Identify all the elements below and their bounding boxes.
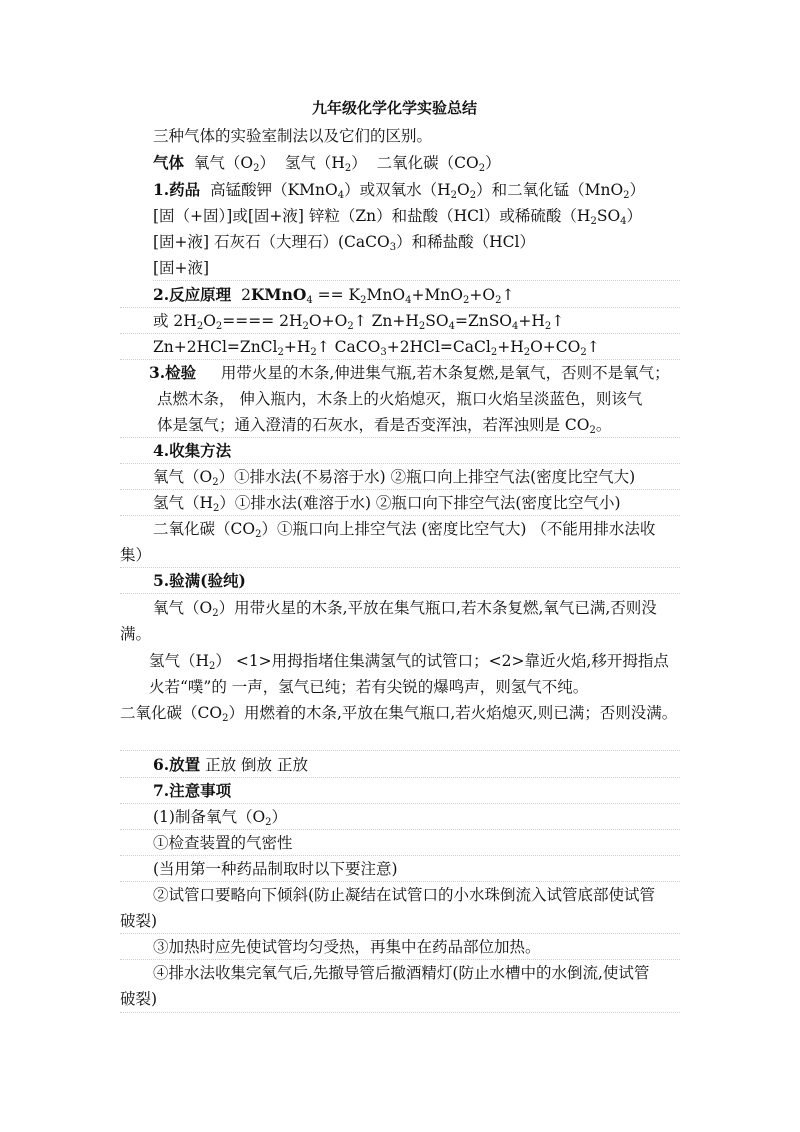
notes-line-7: ④排水法收集完氧气后,先撤导管后撤酒精灯(防止水槽中的水倒流,使试管: [153, 964, 650, 982]
rule-line: [120, 1012, 680, 1013]
notes-line-4: ②试管口要略向下倾斜(防止凝结在试管口的小水珠倒流入试管底部使试管: [153, 886, 656, 904]
notes-line-3: (当用第一种药品制取时以下要注意): [153, 860, 398, 878]
notes-line-6: ③加热时应先使试管均匀受热，再集中在药品部位加热。: [153, 938, 541, 956]
check-line-1: 3.检验 用带火星的木条,伸进集气瓶,若木条复燃,是氧气，否则不是氧气；: [149, 363, 670, 382]
rule-line: [120, 881, 680, 882]
collect-line-1: 氧气$(O_2)①$排水法(不易溶于水) ②瓶口向上排空气法(密度比空气大): [153, 468, 636, 488]
rule-line: [120, 855, 680, 856]
rule-line: [120, 959, 680, 960]
principle-label: 2.反应原理: [153, 285, 232, 304]
collect-line-2: 氢气$(H_2)①$排水法(难溶于水) ②瓶口向下排空气法(密度比空气小): [153, 494, 621, 514]
principle-line-2: 或 $2H_2O_2====$ $2H_2O+O_2↑$ $Zn+H_2SO_4=ZnSO_4+H_2↑$: [153, 312, 565, 332]
rule-line: [120, 489, 680, 490]
full-line-5: 二氧化碳$(CO_2)$用燃着的木条,平放在集气瓶口,若火焰熄灭,则已满；否则没满。: [120, 704, 678, 724]
rule-line: [120, 829, 680, 830]
principle-line-1: 2.反应原理 2KMnO$_4$ == $K_2MnO_4+MnO_2+O_2↑$: [153, 285, 515, 306]
full-label: 5.验满(验纯): [153, 571, 246, 590]
rule-line: [120, 437, 680, 438]
rule-line: [120, 307, 680, 308]
gases-label: 气体: [153, 153, 185, 172]
notes-line-5: 破裂): [120, 912, 158, 930]
check-line-3: 体是氢气；通入澄清的石灰水，看是否变浑浊，若浑浊则是 $CO_2$。: [157, 416, 612, 436]
full-line-1: 氧气$(O_2)$用带火星的木条,平放在集气瓶口,若木条复燃,氧气已满,否则没: [153, 599, 657, 619]
intro-text: 三种气体的实验室制法以及它们的区别。: [153, 127, 433, 145]
notes-label: 7.注意事项: [153, 781, 232, 800]
drugs-line-1: 1.药品 高锰酸钾（KMnO$_4$）或双氧水$(H_2O_2)$和二氧化锰（MnO$_2$）: [153, 180, 646, 201]
check-line-2: 点燃木条， 伸入瓶内，木条上的火焰熄灭，瓶口火焰呈淡蓝色，则该气: [157, 390, 643, 408]
rule-line: [120, 803, 680, 804]
rule-line: [120, 593, 680, 594]
collect-line-4: 集）: [120, 546, 152, 564]
principle-line-3: $Zn+2HCl=ZnCl_2+H_2↑$ $CaCO_3+2HCl=CaCl_2+H_2O+CO_2↑$: [153, 338, 600, 358]
rule-line: [120, 515, 680, 516]
drugs-line-4: [固+液]: [153, 259, 210, 277]
rule-line: [120, 933, 680, 934]
collect-line-3: 二氧化碳$(CO_2)①$瓶口向上排空气法 (密度比空气大) （不能用排水法收: [153, 520, 656, 540]
check-label: 3.检验: [149, 363, 197, 382]
document-title: 九年级化学化学实验总结: [312, 99, 478, 117]
notes-line-1: (1)制备氧气$(O_2)$: [153, 808, 288, 828]
notes-line-2: ①检查装置的气密性: [153, 834, 293, 852]
notes-line-8: 破裂): [120, 990, 158, 1008]
rule-line: [120, 777, 680, 778]
drugs-line-3: [固+液] 石灰石（大理石）(CaCO$_3$）和稀盐酸（HCl）: [153, 233, 535, 253]
drugs-label: 1.药品: [153, 180, 201, 199]
rule-line: [120, 750, 680, 751]
rule-line: [120, 567, 680, 568]
full-line-4: 火若“噗”的 一声，氢气已纯；若有尖锐的爆鸣声，则氢气不纯。: [149, 678, 589, 696]
placement-line: 6.放置 正放 倒放 正放: [153, 755, 308, 774]
placement-label: 6.放置: [153, 755, 201, 774]
rule-line: [120, 359, 680, 360]
drugs-line-2: [固（+固）]或[固+液] 锌粒（Zn）和盐酸（HCl）或稀硫酸$(H_2SO_4)$: [153, 207, 643, 227]
rule-line: [120, 463, 680, 464]
collect-label: 4.收集方法: [153, 441, 232, 460]
full-line-2: 满。: [120, 625, 152, 643]
rule-line: [120, 333, 680, 334]
rule-line: [153, 280, 680, 281]
full-line-3: 氢气$(H_2) <1>$用拇指堵住集满氢气的试管口；<2>靠近火焰,移开拇指点: [149, 652, 669, 672]
gases-line: 气体 氧气$(O_2)$ 氢气$(H_2)$ 二氧化碳$(CO_2)$: [153, 153, 501, 174]
